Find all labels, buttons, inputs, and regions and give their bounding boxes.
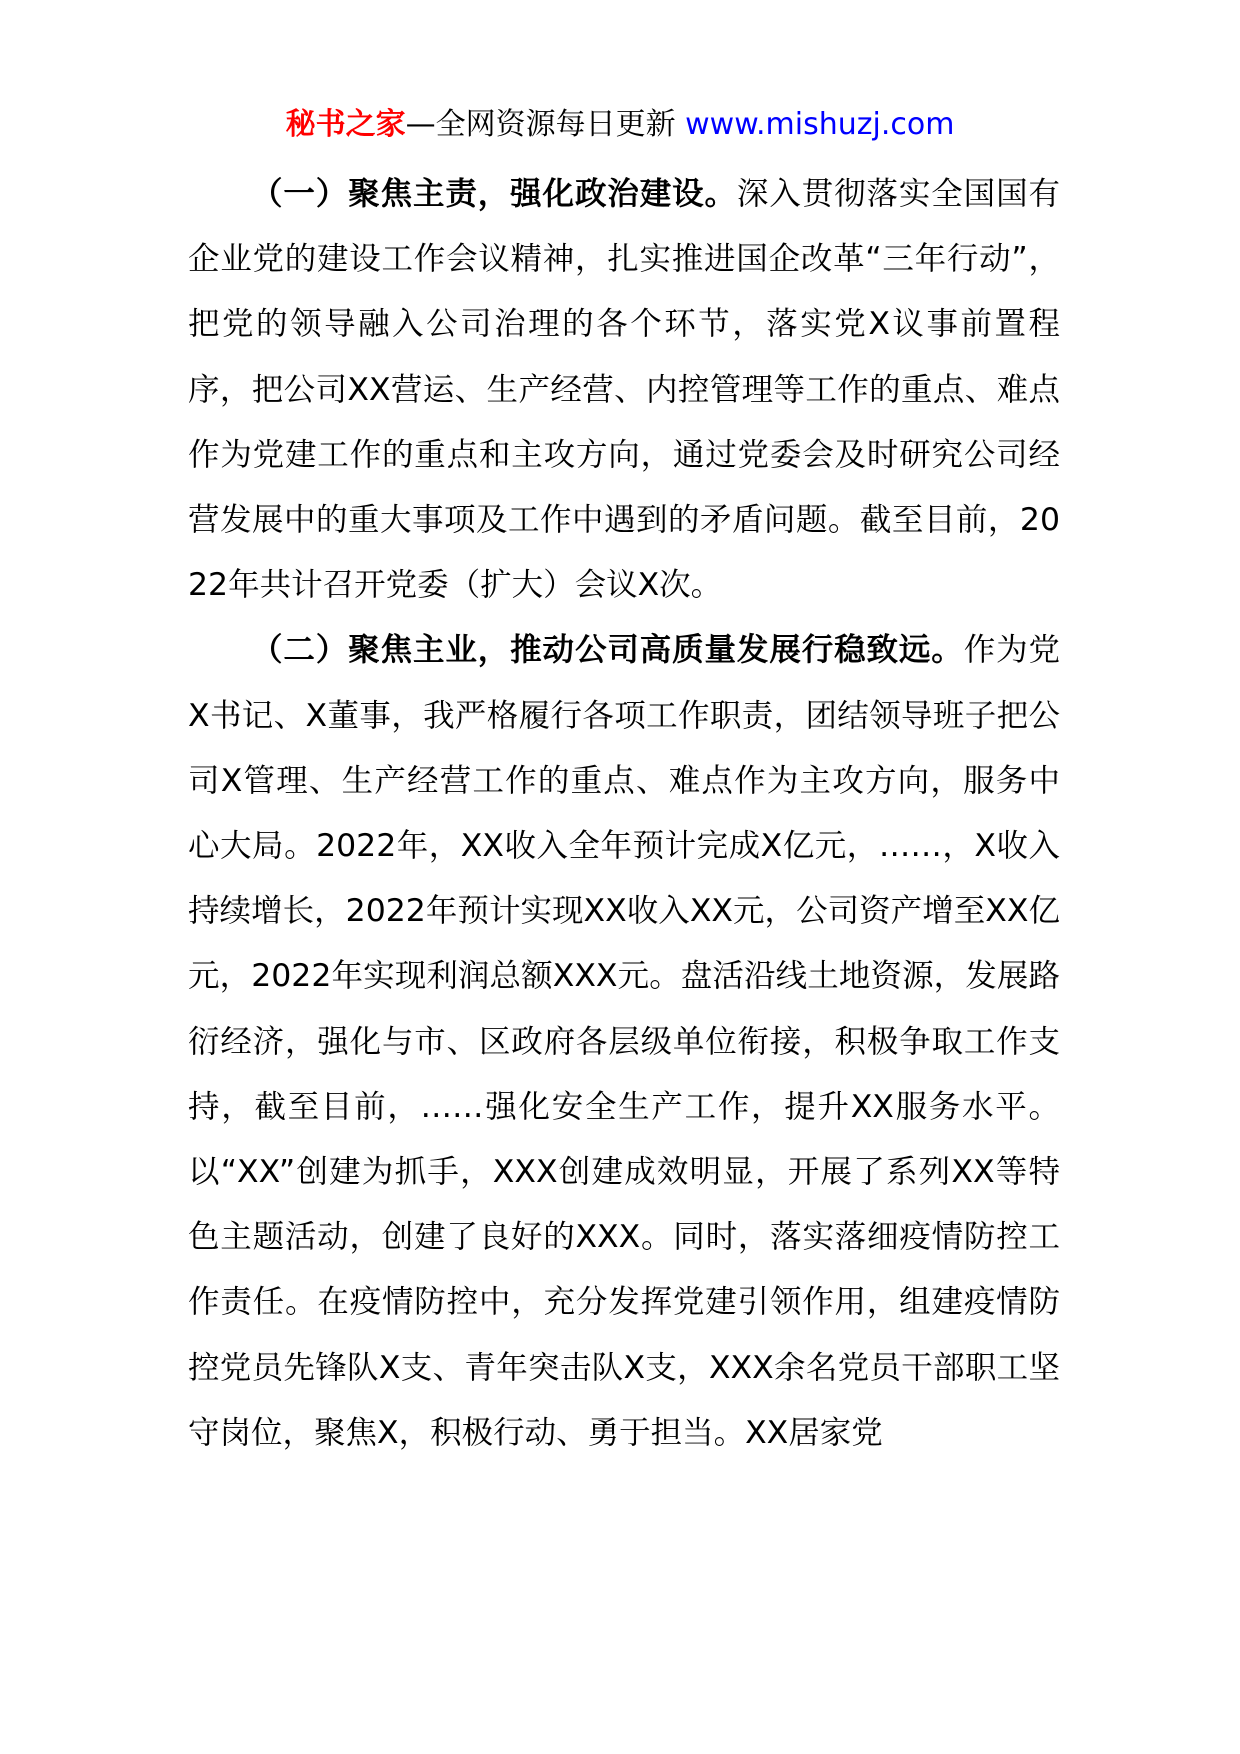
paragraph-2: [188, 618, 1060, 1466]
document-body: [188, 162, 1060, 1466]
website-link[interactable]: www.mishuzj.com: [685, 107, 955, 142]
paragraph-text: 作为党X书记、X董事，我严格履行各项工作职责，团结领导班子把公司X管理、生产经营工作的重点、难点作为主攻方向，服务中心大局。2022年，XX收入全年预计完成X亿元，……，X收入持续增长，2022年预计实现XX收入XX元，公司资产增至XX亿元，2022年实现利润总额XXX元。盘活沿线土地资源，发展路衍经济，强化与市、区政府各层级单位衔接，积极争取工作支持，截至目前，……强化安全生产工作，提升XX服务水平。以“XX”创建为抓手，XXX创建成效明显，开展了系列XX等特色主题活动，创建了良好的XXX。同时，落实落细疫情防控工作责任。在疫情防控中，充分发挥党建引领作用，组建疫情防控党员先锋队X支、青年突击队X支，XXX余名党员干部职工坚守岗位，聚焦X，积极行动、勇于担当。XX居家党: [188, 632, 1060, 1451]
paragraph-heading: （二）聚焦主业，推动公司高质量发展行稳致远。: [251, 632, 964, 669]
brand-name: 秘书之家: [285, 107, 406, 142]
page-header: [0, 103, 1240, 147]
paragraph-text: 深入贯彻落实全国国有企业党的建设工作会议精神，扎实推进国企改革“三年行动”，把党的领导融入公司治理的各个环节，落实党X议事前置程序，把公司XX营运、生产经营、内控管理等工作的重点、难点作为党建工作的重点和主攻方向，通过党委会及时研究公司经营发展中的重大事项及工作中遇到的矛盾问题。截至目前，2022年共计召开党委（扩大）会议X次。: [188, 176, 1060, 604]
header-tagline: —全网资源每日更新: [405, 107, 686, 142]
paragraph-heading: （一）聚焦主责，强化政治建设。: [251, 176, 737, 212]
paragraph-1: [188, 162, 1060, 618]
